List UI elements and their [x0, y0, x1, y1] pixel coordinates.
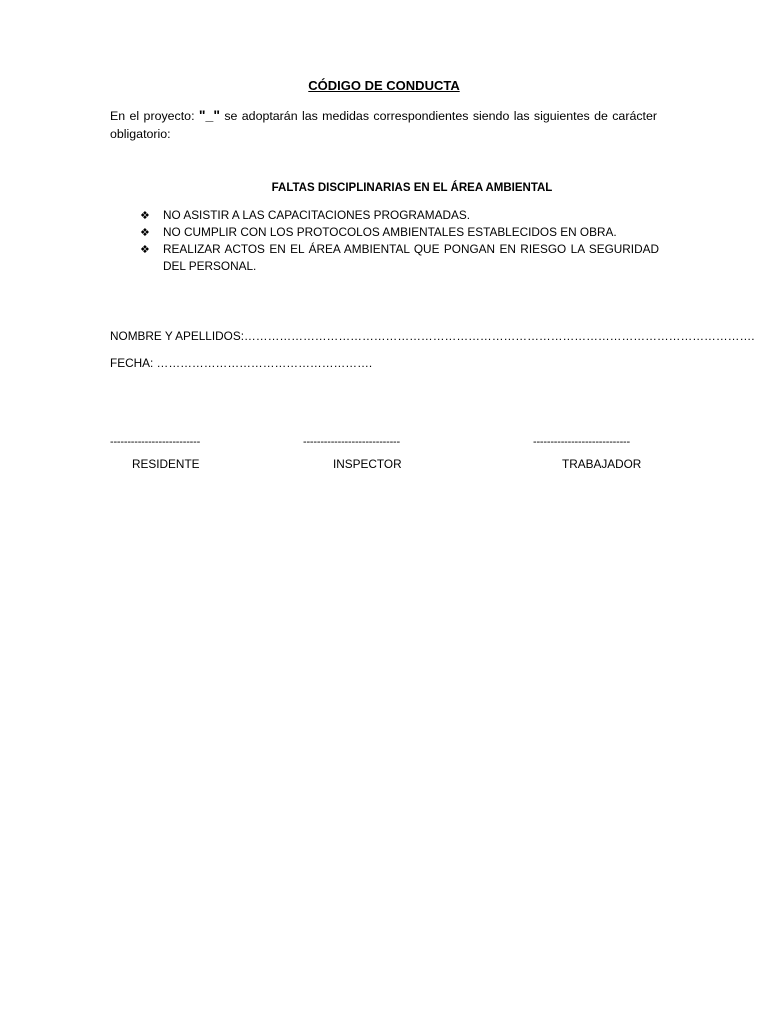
list-item — [140, 241, 659, 275]
list-item-text: NO ASISTIR A LAS CAPACITACIONES PROGRAMADAS. — [163, 208, 471, 222]
signature-line-worker: ---------------------------- — [533, 436, 630, 448]
disciplinary-list — [140, 207, 659, 275]
list-item-text: REALIZAR ACTOS EN EL ÁREA AMBIENTAL QUE PONGAN EN RIESGO LA SEGURIDAD DEL PERSONAL. — [163, 242, 659, 273]
diamond-bullet-icon: ❖ — [140, 243, 150, 256]
name-field: NOMBRE Y APELLIDOS:…………………………………………………………………………………………………………………. — [110, 329, 755, 343]
list-item-text: NO CUMPLIR CON LOS PROTOCOLOS AMBIENTALES ESTABLECIDOS EN OBRA. — [163, 225, 617, 239]
intro-paragraph — [110, 106, 657, 143]
diamond-bullet-icon: ❖ — [140, 226, 150, 239]
signature-line-inspector: ---------------------------- — [303, 436, 400, 448]
diamond-bullet-icon: ❖ — [140, 209, 150, 222]
signature-line-resident: -------------------------- — [110, 436, 201, 448]
date-field: FECHA: ………………………………………………. — [110, 356, 373, 370]
intro-text-after: se adoptarán las medidas correspondientes siendo las siguientes de carácter obligatorio: — [110, 109, 657, 141]
project-name-placeholder: "_" — [198, 107, 220, 123]
list-item — [140, 224, 659, 241]
signature-label-worker: TRABAJADOR — [562, 457, 642, 471]
intro-text-before: En el proyecto: — [110, 109, 199, 123]
section-title: FALTAS DISCIPLINARIAS EN EL ÁREA AMBIENTAL — [271, 182, 553, 194]
list-item — [140, 207, 659, 224]
signature-label-inspector: INSPECTOR — [333, 457, 402, 471]
page-title: CÓDIGO DE CONDUCTA — [308, 78, 460, 93]
signature-label-resident: RESIDENTE — [132, 457, 200, 471]
